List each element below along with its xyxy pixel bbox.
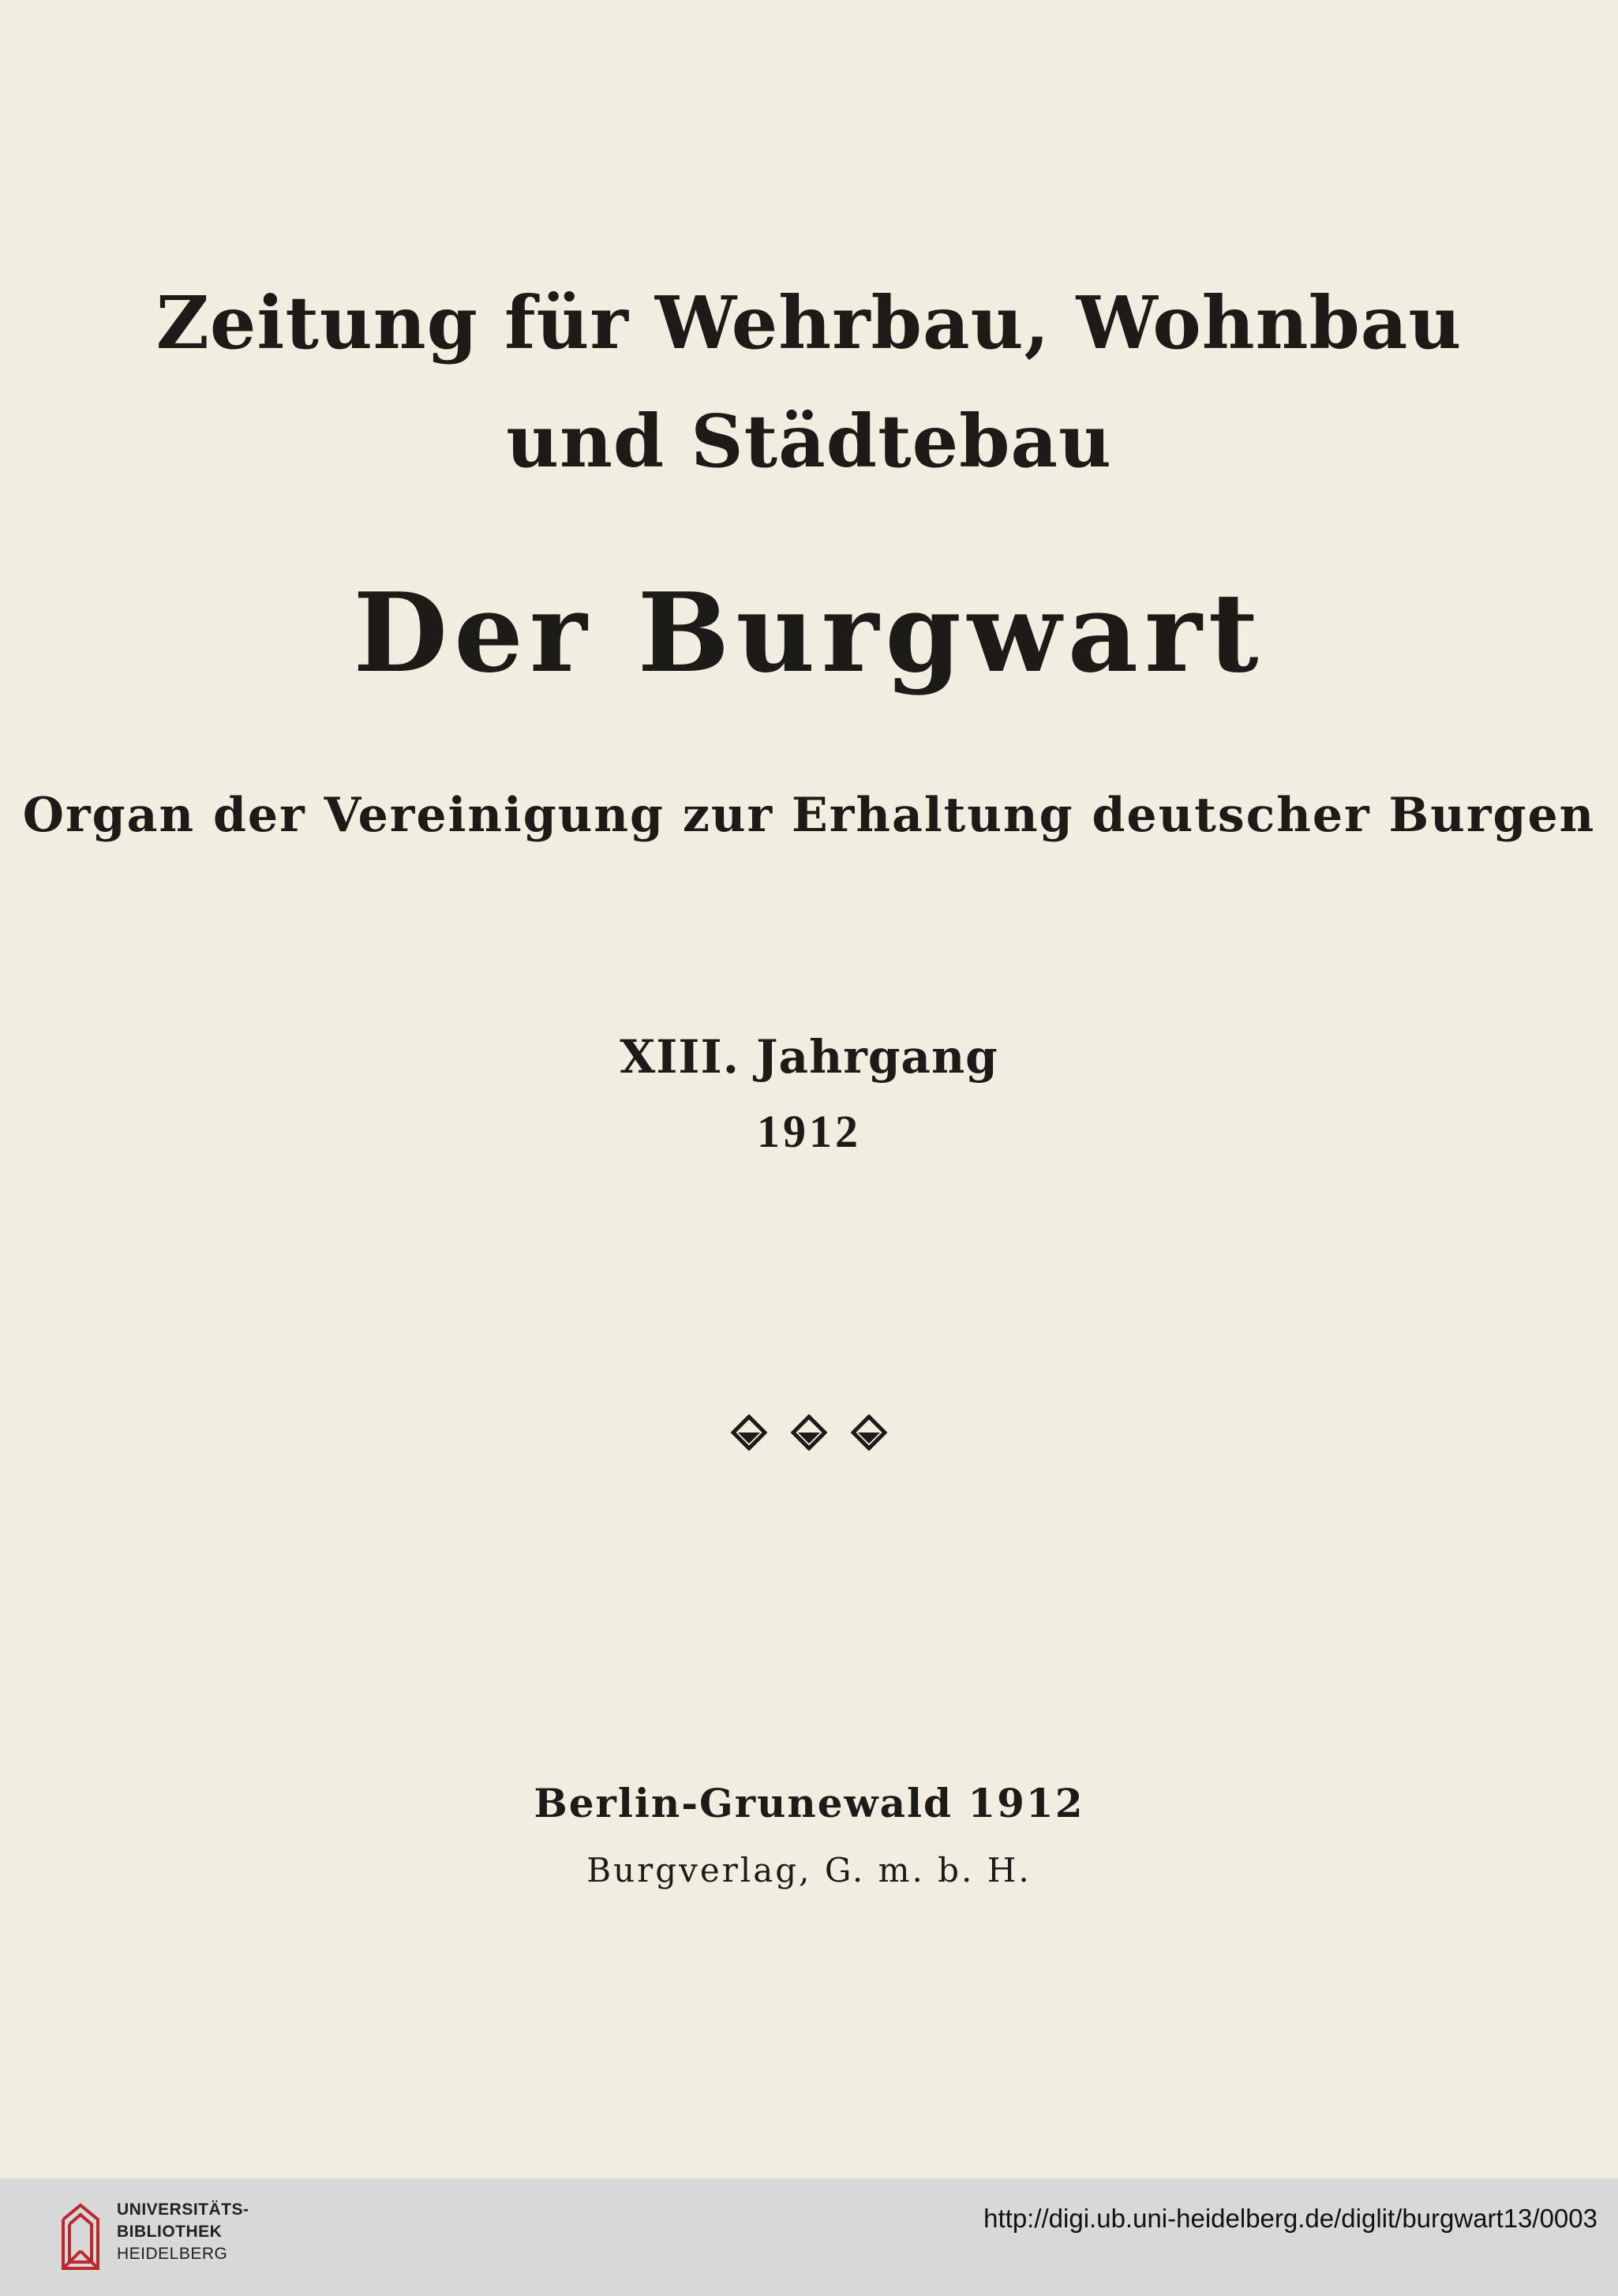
publisher: Burgverlag, G. m. b. H. <box>586 1851 1032 1890</box>
permalink-url[interactable]: http://digi.ub.uni-heidelberg.de/diglit/burgwart13/0003 <box>983 2204 1597 2233</box>
library-line-1: UNIVERSITÄTS- <box>117 2200 249 2219</box>
diamond-ornament-icon <box>791 1414 827 1451</box>
library-logo-icon[interactable] <box>57 2196 104 2275</box>
library-name <box>117 2199 249 2265</box>
ornament-row <box>0 1414 1618 1451</box>
page-title: Der Burgwart <box>353 568 1265 697</box>
subtitle-line-2: und Städtebau <box>506 399 1112 484</box>
subtitle-line-1: Zeitung für Wehrbau, Wohnbau <box>155 280 1463 365</box>
place-year: Berlin-Grunewald 1912 <box>534 1780 1084 1826</box>
volume-label: XIII. Jahrgang <box>620 1030 998 1084</box>
library-line-3: HEIDELBERG <box>117 2245 228 2263</box>
year-label: 1912 <box>757 1106 861 1157</box>
organ-line: Organ der Vereinigung zur Erhaltung deutscher Burgen <box>22 788 1596 843</box>
diamond-ornament-icon <box>851 1414 887 1451</box>
diamond-ornament-icon <box>731 1414 767 1451</box>
library-line-2: BIBLIOTHEK <box>117 2223 223 2241</box>
